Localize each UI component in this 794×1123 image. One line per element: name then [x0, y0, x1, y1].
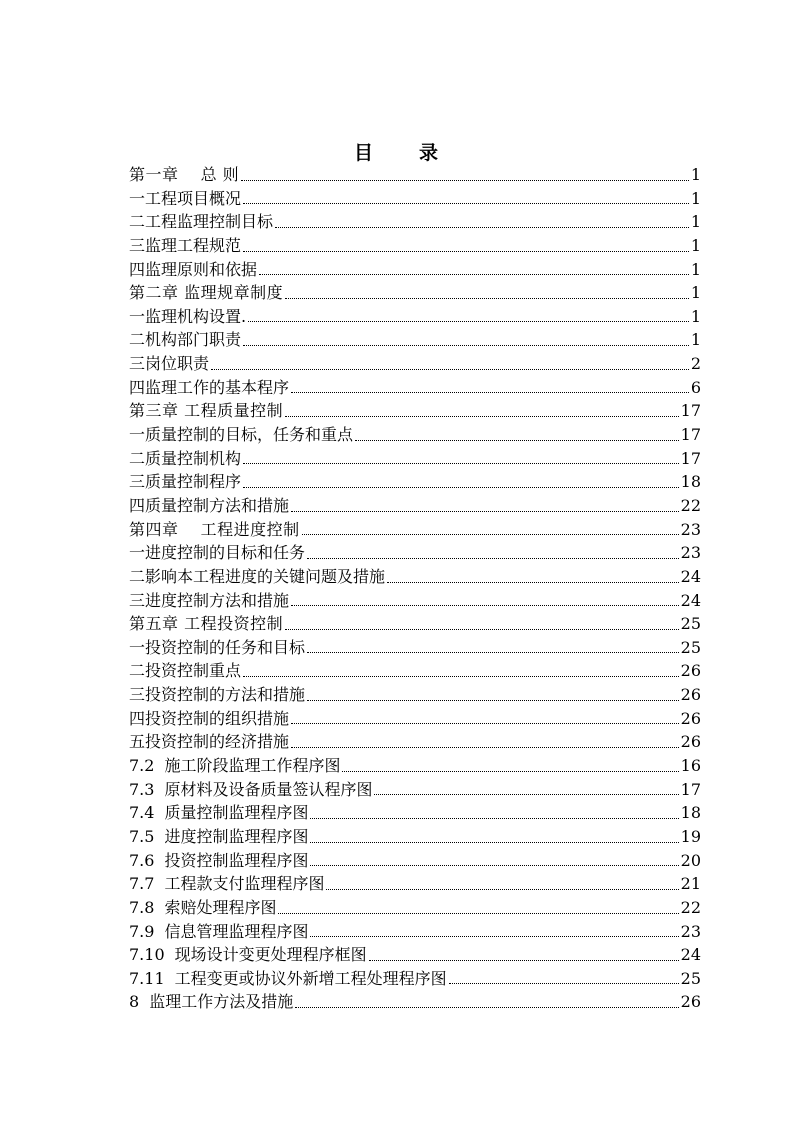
dot-leader — [291, 605, 679, 606]
dot-leader — [295, 1007, 678, 1008]
toc-entry[interactable] — [129, 730, 701, 754]
toc-entry[interactable] — [129, 565, 701, 589]
toc-entry[interactable] — [129, 825, 701, 849]
toc-entry-page-number: 22 — [680, 897, 701, 917]
dot-leader — [310, 842, 678, 843]
toc-entry[interactable] — [129, 210, 701, 234]
toc-entry[interactable] — [129, 612, 701, 636]
toc-entry-label: 第三章 工程质量控制 — [129, 401, 284, 421]
toc-title — [0, 138, 794, 165]
toc-entry-label: 四投资控制的组织措施 — [129, 708, 290, 728]
toc-entry[interactable] — [129, 920, 701, 944]
toc-entry[interactable] — [129, 943, 701, 967]
toc-entry-label: 二影响本工程进度的关键问题及措施 — [129, 566, 386, 586]
toc-entry[interactable] — [129, 494, 701, 518]
toc-entry-number: 7.8 — [129, 897, 155, 917]
dot-leader — [291, 392, 689, 393]
dot-leader — [310, 818, 678, 819]
toc-entry-page-number: 23 — [680, 519, 701, 539]
dot-leader — [259, 274, 689, 275]
toc-entry-page-number: 23 — [680, 921, 701, 941]
toc-entry-label: 进度控制监理程序图 — [164, 826, 309, 846]
dot-leader — [243, 203, 689, 204]
toc-entry-number: 7.7 — [129, 874, 155, 894]
dot-leader — [302, 534, 679, 535]
toc-entry-page-number: 1 — [690, 259, 701, 279]
dot-leader — [241, 180, 689, 181]
toc-entry-page-number: 1 — [690, 165, 701, 184]
toc-entry[interactable] — [129, 990, 701, 1014]
toc-entry[interactable] — [129, 163, 701, 187]
toc-entry-page-number: 1 — [690, 283, 701, 303]
toc-entry[interactable] — [129, 778, 701, 802]
toc-entry-page-number: 16 — [680, 756, 701, 776]
toc-entry-number: 7.9 — [129, 921, 155, 941]
toc-entry-label: 一工程项目概况 — [129, 188, 242, 208]
toc-entry-label: 工程款支付监理程序图 — [164, 874, 325, 894]
toc-entry-page-number: 19 — [680, 826, 701, 846]
toc-entry-label: 三进度控制方法和措施 — [129, 590, 290, 610]
toc-entry[interactable] — [129, 659, 701, 683]
dot-leader — [243, 487, 679, 488]
toc-entry-page-number: 25 — [680, 968, 701, 988]
toc-entry-page-number: 18 — [680, 803, 701, 823]
toc-entry-page-number: 1 — [690, 212, 701, 232]
toc-entry-page-number: 18 — [680, 472, 701, 492]
toc-entry-number: 7.4 — [129, 803, 155, 823]
toc-entry[interactable] — [129, 589, 701, 613]
dot-leader — [291, 511, 679, 512]
toc-entry-page-number: 1 — [690, 306, 701, 326]
toc-entry-label: 施工阶段监理工作程序图 — [164, 756, 341, 776]
toc-entry-page-number: 22 — [680, 495, 701, 515]
toc-entry[interactable] — [129, 376, 701, 400]
toc-entry-number: 7.10 — [129, 945, 165, 965]
dot-leader — [285, 416, 679, 417]
toc-entry[interactable] — [129, 187, 701, 211]
toc-entry-label: 现场设计变更处理程序框图 — [174, 945, 367, 965]
dot-leader — [326, 889, 678, 890]
toc-entry-page-number: 1 — [690, 188, 701, 208]
toc-entry-number: 7.11 — [129, 968, 165, 988]
toc-entry[interactable] — [129, 328, 701, 352]
toc-entry[interactable] — [129, 896, 701, 920]
toc-entry[interactable] — [129, 470, 701, 494]
dot-leader — [243, 251, 689, 252]
dot-leader — [307, 700, 679, 701]
toc-title-right: 录 — [419, 142, 441, 164]
toc-entry-label: 四监理工作的基本程序 — [129, 377, 290, 397]
toc-entry-label: 索赔处理程序图 — [164, 897, 277, 917]
toc-entry-page-number: 24 — [680, 566, 701, 586]
toc-entry-label: 投资控制监理程序图 — [164, 850, 309, 870]
toc-entry-label: 四监理原则和依据 — [129, 259, 258, 279]
toc-title-left: 目 — [353, 142, 375, 164]
toc-entry-page-number: 17 — [680, 779, 701, 799]
toc-entry-label: 二工程监理控制目标 — [129, 212, 274, 232]
toc-entry-number: 7.5 — [129, 826, 155, 846]
dot-leader — [248, 321, 689, 322]
toc-entry-page-number: 25 — [680, 637, 701, 657]
dot-leader — [243, 676, 679, 677]
toc-entry-label: 工程变更或协议外新增工程处理程序图 — [174, 968, 447, 988]
toc-entry-page-number: 20 — [680, 850, 701, 870]
toc-entry-label: 二投资控制重点 — [129, 661, 242, 681]
toc-entry-label: 三监理工程规范 — [129, 235, 242, 255]
toc-entry-page-number: 1 — [690, 330, 701, 350]
toc-entry[interactable] — [129, 707, 701, 731]
toc-entry[interactable] — [129, 801, 701, 825]
dot-leader — [278, 913, 678, 914]
toc-entry-page-number: 24 — [680, 590, 701, 610]
toc-entry[interactable] — [129, 754, 701, 778]
toc-entry-label: 一进度控制的目标和任务 — [129, 543, 306, 563]
toc-entry-page-number: 26 — [680, 708, 701, 728]
dot-leader — [307, 652, 679, 653]
toc-entry-label: 质量控制监理程序图 — [164, 803, 309, 823]
toc-entry-page-number: 23 — [680, 543, 701, 563]
toc-entry-page-number: 26 — [680, 992, 701, 1012]
toc-entry-page-number: 17 — [680, 401, 701, 421]
toc-entry-label: 二机构部门职责 — [129, 330, 242, 350]
toc-entry[interactable] — [129, 423, 701, 447]
toc-entry-page-number: 6 — [690, 377, 701, 397]
toc-entry-label: 一投资控制的任务和目标 — [129, 637, 306, 657]
toc-entry-label: 三岗位职责 — [129, 354, 210, 374]
toc-entry[interactable] — [129, 518, 701, 542]
toc-entry[interactable] — [129, 541, 701, 565]
toc-entry-page-number: 2 — [690, 354, 701, 374]
toc-entry-page-number: 25 — [680, 614, 701, 634]
toc-entry[interactable] — [129, 281, 701, 305]
toc-entry[interactable] — [129, 872, 701, 896]
dot-leader — [275, 227, 689, 228]
toc-entry-label: 三投资控制的方法和措施 — [129, 685, 306, 705]
toc-entry-page-number: 17 — [680, 425, 701, 445]
toc-entry-number: 7.2 — [129, 756, 155, 776]
toc-entry[interactable] — [129, 447, 701, 471]
toc-entry-label: 一监理机构设置. — [129, 306, 247, 326]
toc-entry-number: 8 — [129, 992, 140, 1012]
toc-entry-label: 第四章 工程进度控制 — [129, 519, 300, 539]
dot-leader — [307, 558, 679, 559]
toc-entry[interactable] — [129, 849, 701, 873]
toc-entry[interactable] — [129, 636, 701, 660]
toc-entry-page-number: 26 — [680, 732, 701, 752]
toc-entry-page-number: 26 — [680, 661, 701, 681]
toc-entry[interactable] — [129, 399, 701, 423]
toc-entry[interactable] — [129, 258, 701, 282]
toc-entry-label: 一质量控制的目标，任务和重点 — [129, 425, 354, 445]
dot-leader — [285, 298, 689, 299]
dot-leader — [310, 865, 678, 866]
toc-entry-label: 原材料及设备质量签认程序图 — [164, 779, 373, 799]
dot-leader — [243, 345, 689, 346]
dot-leader — [291, 723, 679, 724]
toc-entry-label: 五投资控制的经济措施 — [129, 732, 290, 752]
dot-leader — [342, 771, 678, 772]
toc-entry-page-number: 26 — [680, 685, 701, 705]
table-of-contents — [129, 163, 701, 1014]
toc-entry-label: 监理工作方法及措施 — [149, 992, 294, 1012]
dot-leader — [369, 960, 679, 961]
toc-entry-label: 第五章 工程投资控制 — [129, 614, 284, 634]
toc-entry-label: 四质量控制方法和措施 — [129, 495, 290, 515]
toc-entry-page-number: 24 — [680, 945, 701, 965]
toc-entry-label: 二质量控制机构 — [129, 448, 242, 468]
dot-leader — [291, 747, 679, 748]
toc-entry-page-number: 21 — [680, 874, 701, 894]
dot-leader — [243, 463, 679, 464]
dot-leader — [355, 440, 679, 441]
toc-entry-label: 第二章 监理规章制度 — [129, 283, 284, 303]
toc-entry-label: 第一章 总 则 — [129, 165, 240, 184]
dot-leader — [285, 629, 679, 630]
toc-entry-page-number: 1 — [690, 235, 701, 255]
dot-leader — [387, 582, 679, 583]
toc-entry-number: 7.6 — [129, 850, 155, 870]
dot-leader — [310, 936, 678, 937]
toc-entry-label: 信息管理监理程序图 — [164, 921, 309, 941]
dot-leader — [374, 794, 678, 795]
toc-entry[interactable] — [129, 683, 701, 707]
toc-entry[interactable] — [129, 352, 701, 376]
dot-leader — [211, 369, 689, 370]
toc-entry-page-number: 17 — [680, 448, 701, 468]
toc-entry[interactable] — [129, 305, 701, 329]
toc-entry-label: 三质量控制程序 — [129, 472, 242, 492]
toc-entry[interactable] — [129, 967, 701, 991]
toc-entry[interactable] — [129, 234, 701, 258]
toc-entry-number: 7.3 — [129, 779, 155, 799]
dot-leader — [449, 983, 679, 984]
